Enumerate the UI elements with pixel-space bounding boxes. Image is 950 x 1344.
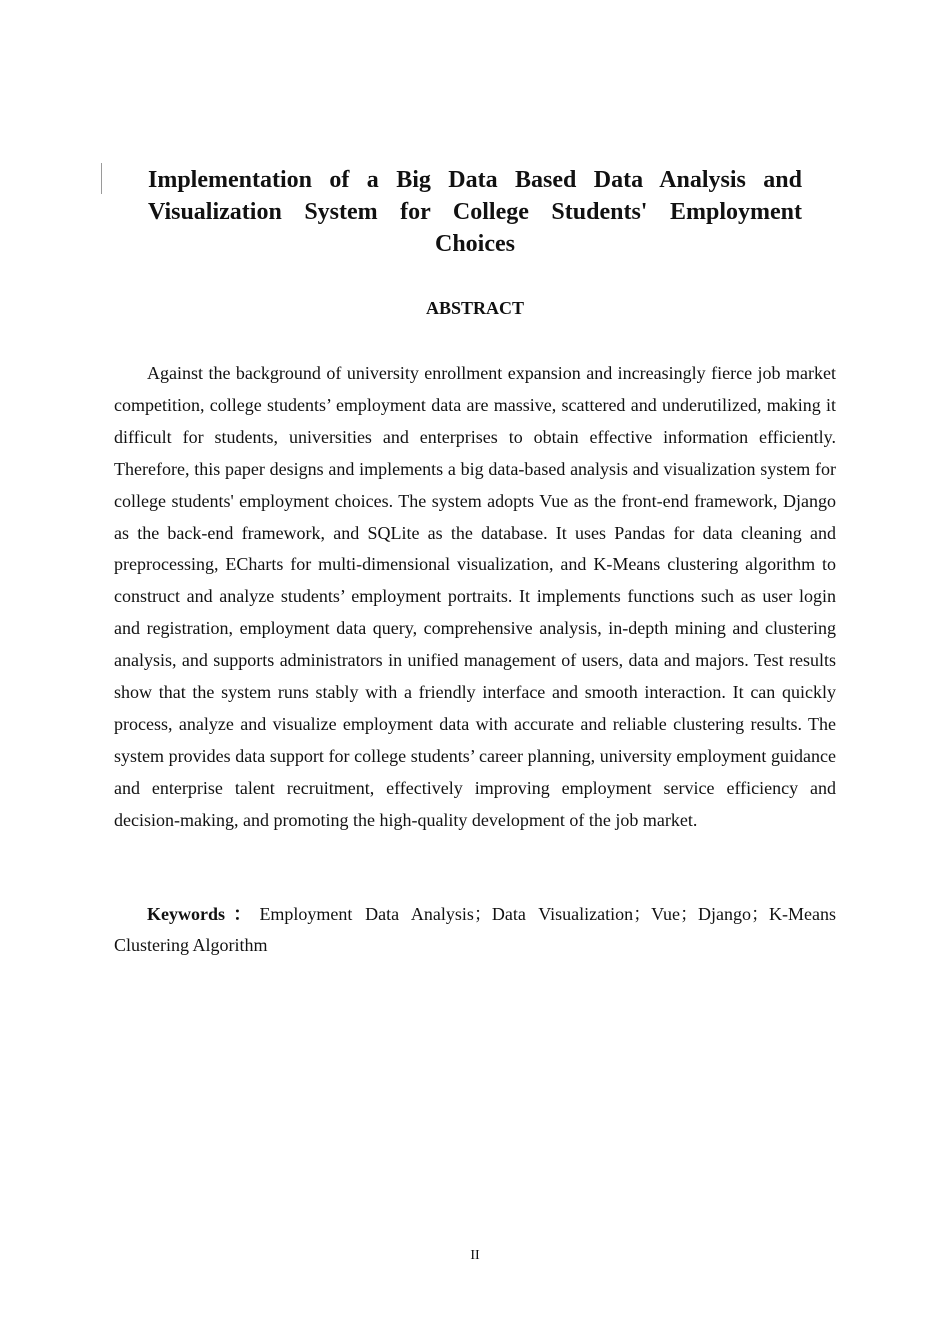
abstract-heading: ABSTRACT <box>425 298 525 318</box>
abstract-body: Against the background of university enrollment expansion and increasingly fierce job market competition, college students’ employment data are massive, scattered and underutilized, making it difficult for students, universities and enterprises to obtain effective information efficiently. Therefore, this paper designs and implements a big data-based analysis and visualization system for college students' employment choices. The system adopts Vue as the front-end framework, Django as the back-end framework, and SQLite as the database. It uses Pandas for data cleaning and preprocessing, ECharts for multi-dimensional visualization, and K-Means clustering algorithm to construct and analyze students’ employment portraits. It implements functions such as user login and registration, employment data query, comprehensive analysis, in-depth mining and clustering analysis, and supports administrators in unified management of users, data and majors. Test results show that the system runs stably with a friendly interface and smooth interaction. It can quickly process, analyze and visualize employment data with accurate and reliable clustering results. The system provides data support for college students’ career planning, university employment guidance and enterprise talent recruitment, effectively improving employment service efficiency and decision-making, and promoting the high-quality development of the job market. <box>114 363 836 830</box>
margin-marker-line <box>101 163 102 194</box>
keywords-paragraph <box>114 899 836 961</box>
paper-title: Implementation of a Big Data Based Data Analysis and Visualization System for College Students' Employment Choices <box>148 167 802 257</box>
keywords-list: Employment Data Analysis；Data Visualization；Vue；Django；K-Means Clustering Algorithm <box>114 904 836 955</box>
page-number: II <box>470 1248 480 1263</box>
keywords-label: Keywords： <box>147 904 260 924</box>
